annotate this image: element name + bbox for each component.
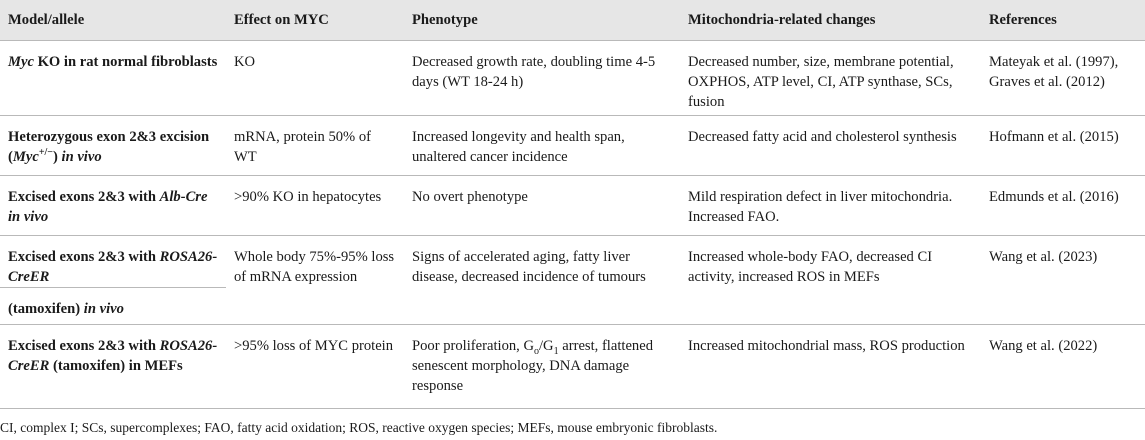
model-text: KO in rat normal fibroblasts bbox=[33, 53, 218, 70]
model-text: Excised exons 2&3 with bbox=[8, 248, 160, 265]
table-row bbox=[0, 115, 1145, 175]
model-text: Excised exons 2&3 with bbox=[8, 337, 160, 354]
header-references: References bbox=[989, 11, 1057, 28]
header-model: Model/allele bbox=[8, 11, 85, 28]
cell-mito: Mild respiration defect in liver mitochondria. Increased FAO. bbox=[688, 188, 953, 225]
cell-references: Wang et al. (2022) bbox=[989, 337, 1098, 354]
cell-model bbox=[0, 287, 226, 324]
cell-references: Edmunds et al. (2016) bbox=[989, 188, 1119, 205]
cell-phenotype: Decreased growth rate, doubling time 4-5 days (WT 18-24 h) bbox=[412, 53, 656, 90]
cell-phenotype bbox=[404, 324, 680, 408]
model-text: ) bbox=[53, 148, 62, 165]
cell-effect: mRNA, protein 50% of WT bbox=[234, 128, 372, 165]
cell-references: Hofmann et al. (2015) bbox=[989, 128, 1119, 145]
model-italic: in vivo bbox=[83, 300, 124, 317]
genotype-superscript: +/− bbox=[38, 146, 53, 158]
header-phenotype: Phenotype bbox=[412, 11, 478, 28]
cell-model bbox=[0, 115, 226, 175]
header-effect: Effect on MYC bbox=[234, 11, 329, 28]
model-text: (tamoxifen) bbox=[8, 300, 84, 317]
cell-model bbox=[0, 175, 226, 235]
model-italic: Alb-Cre in vivo bbox=[8, 188, 208, 225]
gene-name: Myc bbox=[12, 148, 39, 165]
cell-phenotype: Increased longevity and health span, unaltered cancer incidence bbox=[412, 128, 625, 165]
cell-references: Wang et al. (2023) bbox=[989, 248, 1098, 265]
model-text: (tamoxifen) in MEFs bbox=[49, 357, 183, 374]
cell-references: Mateyak et al. (1997), Graves et al. (2012) bbox=[989, 53, 1119, 90]
cell-phenotype: Signs of accelerated aging, fatty liver disease, decreased incidence of tumours bbox=[412, 248, 646, 285]
header-mito: Mitochondria-related changes bbox=[688, 11, 876, 28]
phenotype-text: arrest, flattened senescent morphology, DNA damage response bbox=[412, 337, 653, 394]
model-text: Heterozygous exon 2&3 excision ( bbox=[8, 128, 210, 165]
model-italic: ROSA26-CreER bbox=[8, 248, 218, 285]
cell-mito: Increased mitochondrial mass, ROS production bbox=[688, 337, 965, 354]
cell-model bbox=[0, 324, 226, 408]
cell-mito: Decreased fatty acid and cholesterol synthesis bbox=[688, 128, 957, 145]
cell-phenotype: No overt phenotype bbox=[412, 188, 528, 205]
table-footnote: CI, complex I; SCs, supercomplexes; FAO, fatty acid oxidation; ROS, reactive oxygen species; MEFs, mouse embryonic fibroblasts. bbox=[0, 420, 718, 435]
cell-mito: Increased whole-body FAO, decreased CI activity, increased ROS in MEFs bbox=[688, 248, 933, 285]
cell-effect: Whole body 75%-95% loss of mRNA expression bbox=[234, 248, 395, 285]
subscript: 1 bbox=[553, 345, 559, 357]
model-text: Excised exons 2&3 with bbox=[8, 188, 160, 205]
table-row bbox=[0, 324, 1145, 408]
cell-model bbox=[0, 40, 226, 115]
table-row bbox=[0, 235, 1145, 287]
model-italic: in vivo bbox=[61, 148, 102, 165]
cell-effect: >95% loss of MYC protein bbox=[234, 337, 394, 354]
table-row bbox=[0, 40, 1145, 115]
phenotype-text: Poor proliferation, G bbox=[412, 337, 534, 354]
subscript: o bbox=[534, 345, 539, 357]
cell-effect: >90% KO in hepatocytes bbox=[234, 188, 382, 205]
model-italic: ROSA26-CreER bbox=[8, 337, 218, 374]
cell-effect: KO bbox=[234, 53, 256, 70]
header-row bbox=[0, 0, 1145, 40]
phenotype-text: /G bbox=[539, 337, 554, 354]
gene-name: Myc bbox=[8, 53, 34, 70]
table-row bbox=[0, 175, 1145, 235]
cell-model bbox=[0, 235, 226, 287]
cell-mito: Decreased number, size, membrane potential, OXPHOS, ATP level, CI, ATP synthase, SCs, fusion bbox=[688, 53, 954, 110]
